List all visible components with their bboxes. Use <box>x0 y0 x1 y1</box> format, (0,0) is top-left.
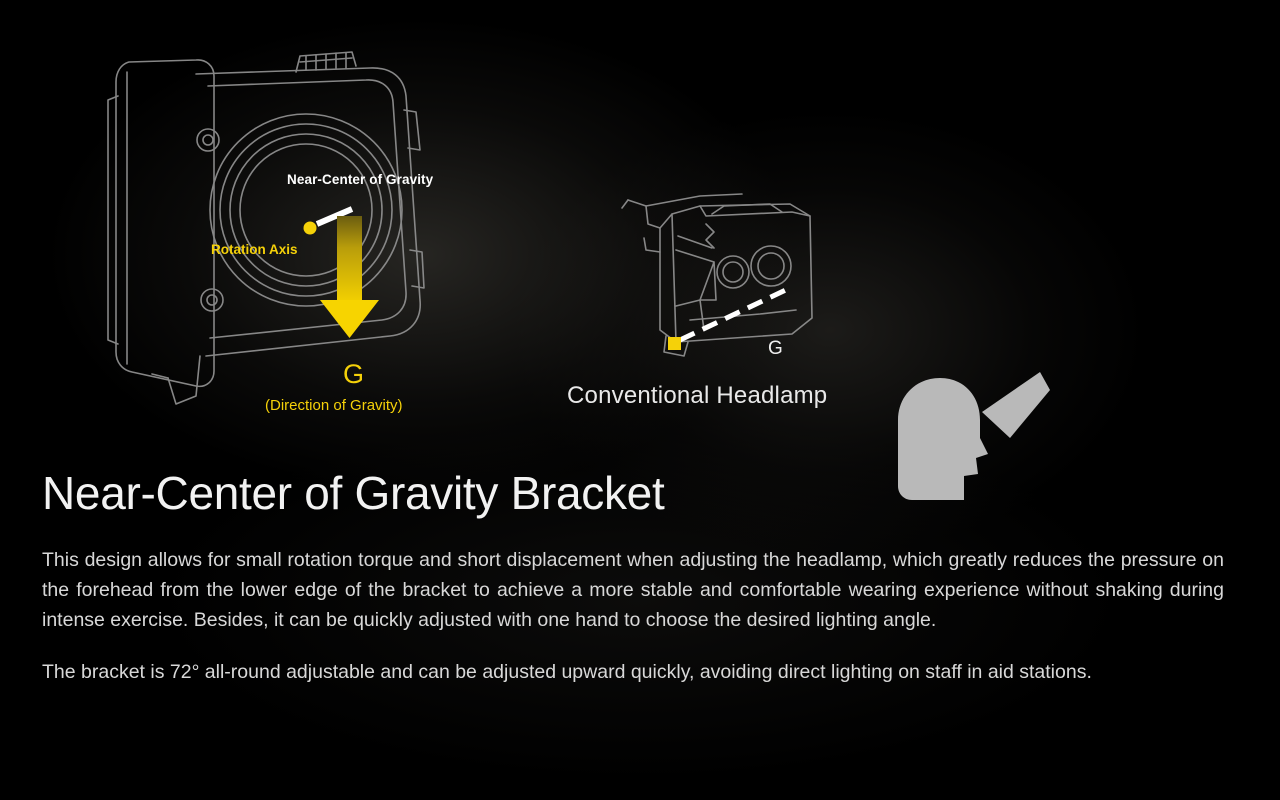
label-near-center-of-gravity: Near-Center of Gravity <box>287 172 434 187</box>
conventional-headlamp-outline-icon <box>622 194 812 356</box>
label-conventional-headlamp: Conventional Headlamp <box>567 382 828 409</box>
paragraph-1: This design allows for small rotation torque and short displacement when adjusting the headlamp, which greatly reduces the pressure on the forehead from the lower edge of the bracket to achieve a more stable and comfortable wearing experience without shaking during intense exercise. Besides, it can be quickly adjusted with one hand to choose the desired lighting angle. <box>42 549 1224 631</box>
label-rotation-axis: Rotation Axis <box>211 242 298 257</box>
description-block <box>42 545 1224 687</box>
label-gravity-symbol: G <box>343 359 365 389</box>
down-arrow-icon <box>320 216 379 338</box>
label-conventional-gravity-symbol: G <box>768 338 783 359</box>
head-with-beam-icon <box>890 368 1050 518</box>
page-title: Near-Center of Gravity Bracket <box>42 467 665 519</box>
paragraph-2: The bracket is 72° all-round adjustable and can be adjusted upward quickly, avoiding direct lighting on staff in aid stations. <box>42 661 1092 683</box>
label-direction-of-gravity: (Direction of Gravity) <box>265 397 403 414</box>
headlamp-outline-icon <box>108 52 424 404</box>
